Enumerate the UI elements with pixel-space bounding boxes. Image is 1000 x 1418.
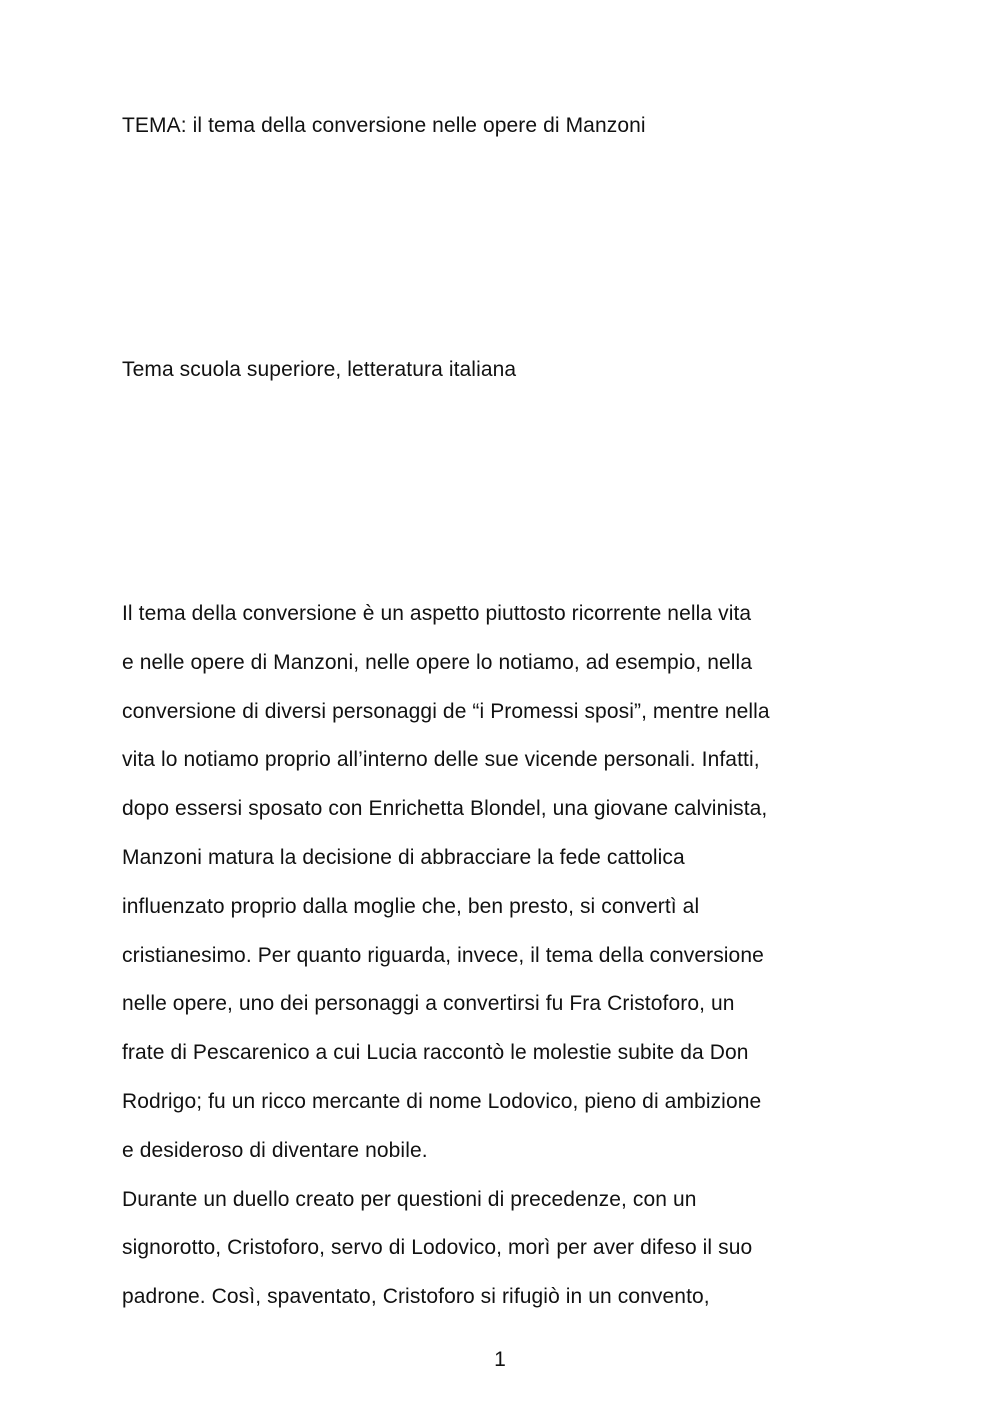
body-line: Manzoni matura la decisione di abbracciare la fede cattolica bbox=[122, 845, 685, 869]
body-line: frate di Pescarenico a cui Lucia raccontò le molestie subite da Don bbox=[122, 1041, 749, 1065]
body-paragraphs bbox=[122, 600, 892, 1332]
body-line: padrone. Così, spaventato, Cristoforo si rifugiò in un convento, bbox=[122, 1285, 710, 1309]
body-line: e desideroso di diventare nobile. bbox=[122, 1138, 428, 1162]
page-number: 1 bbox=[494, 1348, 506, 1371]
body-line: vita lo notiamo proprio all’interno delle sue vicende personali. Infatti, bbox=[122, 748, 760, 772]
body-line: e nelle opere di Manzoni, nelle opere lo notiamo, ad esempio, nella bbox=[122, 650, 753, 674]
body-line: signorotto, Cristoforo, servo di Lodovico, morì per aver difeso il suo bbox=[122, 1236, 753, 1260]
body-line: Il tema della conversione è un aspetto piuttosto ricorrente nella vita bbox=[122, 602, 752, 625]
body-line: Rodrigo; fu un ricco mercante di nome Lodovico, pieno di ambizione bbox=[122, 1089, 762, 1113]
body-line: influenzato proprio dalla moglie che, ben presto, si convertì al bbox=[122, 894, 700, 918]
document-title: TEMA: il tema della conversione nelle opere di Manzoni bbox=[122, 114, 646, 137]
body-line: conversione di diversi personaggi de “i Promessi sposi”, mentre nella bbox=[122, 699, 770, 723]
body-line: Durante un duello creato per questioni di precedenze, con un bbox=[122, 1187, 697, 1211]
document-subtitle: Tema scuola superiore, letteratura italiana bbox=[122, 358, 517, 381]
body-line: dopo essersi sposato con Enrichetta Blondel, una giovane calvinista, bbox=[122, 797, 768, 821]
body-line: cristianesimo. Per quanto riguarda, invece, il tema della conversione bbox=[122, 943, 764, 967]
body-line: nelle opere, uno dei personaggi a convertirsi fu Fra Cristoforo, un bbox=[122, 992, 735, 1016]
